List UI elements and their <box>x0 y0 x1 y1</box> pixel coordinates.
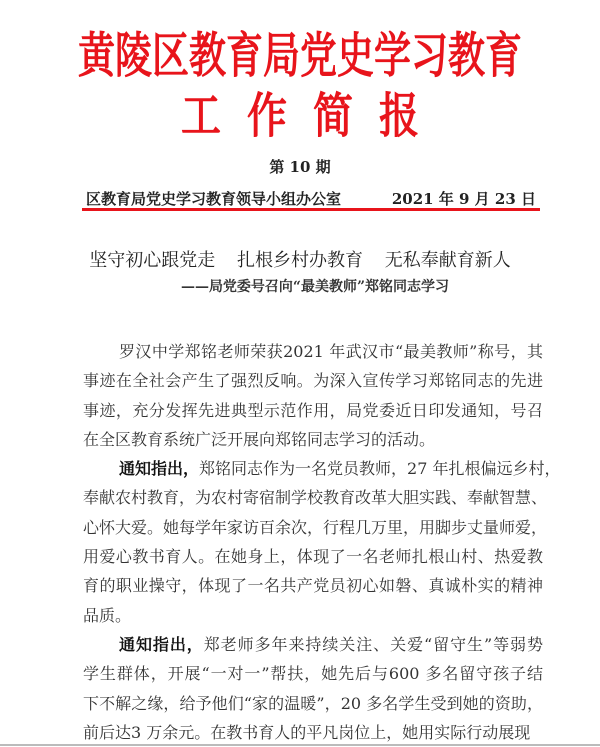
line-text: 前后达3 万余元。在教书育人的平凡岗位上，她用实际行动展现 <box>83 722 531 742</box>
line-text: 郑老师多年来持续关注、关爱“留守生”等弱势 <box>203 634 543 654</box>
line-text: 郑铭同志作为一名党员教师，27 年扎根偏远乡村， <box>199 459 561 479</box>
issue-number: 第 10 期 <box>269 158 331 176</box>
paragraph-line <box>83 483 548 512</box>
line-text: 品质。 <box>83 605 132 625</box>
line-text: 用爱心教书育人。在她身上，体现了一名老师扎根山村、热爱教 <box>83 547 543 567</box>
masthead-title: 黄陵区教育局党史学习教育 <box>78 27 522 84</box>
paragraph-line <box>83 601 543 630</box>
line-text: 心怀大爱。她每学年家访百余次，行程几万里，用脚步丈量师爱， <box>83 517 548 537</box>
line-text: 奉献农村教育，为农村寄宿制学校教育改革大胆实践、奉献智慧、 <box>83 488 548 508</box>
paragraph-line <box>83 454 561 483</box>
article-body <box>83 337 561 747</box>
issue-date: 2021 年 9 月 23 日 <box>391 190 536 208</box>
paragraph-line <box>83 718 543 747</box>
paragraph-line <box>83 542 543 571</box>
line-text: 下不解之缘，给予他们“家的温暖”，20 多名学生受到她的资助， <box>83 693 543 713</box>
masthead-subtitle: 工作简报 <box>181 88 445 144</box>
headline-part: 坚守初心跟党走 <box>89 250 216 271</box>
article-headline <box>0 246 600 272</box>
headline-part: 无私奉献育新人 <box>384 250 511 271</box>
paragraph-line <box>83 337 543 366</box>
red-divider <box>82 208 540 211</box>
article-subtitle: ——局党委号召向“最美教师”郑铭同志学习 <box>180 279 450 295</box>
paragraph-line <box>83 659 543 688</box>
page-edge <box>0 744 600 746</box>
lead-text: 通知指出， <box>119 634 204 654</box>
headline-part: 扎根乡村办教育 <box>237 250 363 271</box>
paragraph-line <box>83 366 543 395</box>
line-text: 育的职业操守，体现了一名共产党员初心如磐、真诚朴实的精神 <box>83 576 543 596</box>
paragraph-line <box>83 513 548 542</box>
paragraph-line <box>83 396 543 425</box>
paragraph-line <box>83 630 543 659</box>
line-text: 事迹在全社会产生了强烈反响。为深入宣传学习郑铭同志的先进 <box>83 371 543 391</box>
masthead-info <box>86 188 536 209</box>
line-text: 学生群体，开展“一对一”帮扶，她先后与600 多名留守孩子结 <box>83 664 543 684</box>
issuing-office: 区教育局党史学习教育领导小组办公室 <box>86 190 342 208</box>
line-text: 在全区教育系统广泛开展向郑铭同志学习的活动。 <box>83 429 436 449</box>
line-text: 罗汉中学郑铭老师荣获2021 年武汉市“最美教师”称号，其 <box>119 342 543 361</box>
paragraph-line <box>83 689 543 718</box>
lead-text: 通知指出， <box>119 459 200 479</box>
paragraph-line <box>83 425 543 454</box>
line-text: 事迹，充分发挥先进典型示范作用，局党委近日印发通知，号召 <box>83 400 543 420</box>
paragraph-line <box>83 571 543 600</box>
